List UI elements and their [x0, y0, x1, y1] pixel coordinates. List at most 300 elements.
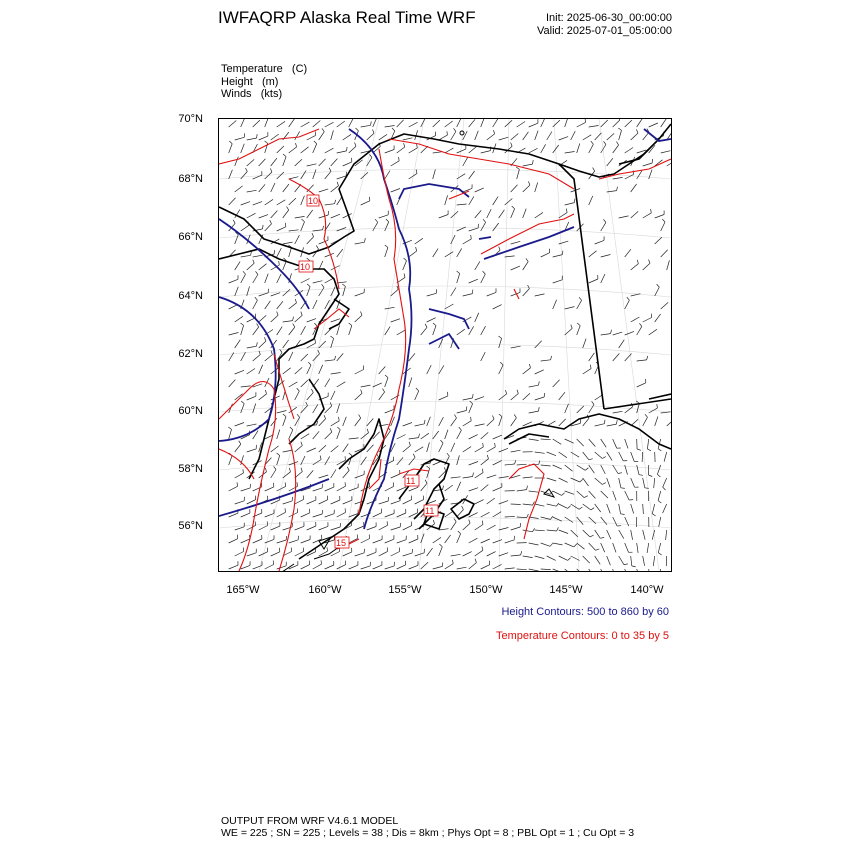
wind-barb-flag — [592, 401, 594, 404]
wind-barb — [577, 569, 584, 571]
wind-barb — [253, 300, 258, 309]
wind-barb — [553, 569, 562, 571]
wind-barb — [523, 530, 533, 532]
wind-barb-flag — [257, 342, 258, 346]
wind-barb — [658, 543, 660, 553]
wind-barb — [229, 333, 239, 336]
wind-barb — [283, 472, 291, 478]
wind-barb-flag — [618, 128, 621, 130]
wind-barb-flag — [255, 297, 258, 300]
wind-barb — [439, 135, 448, 140]
wind-barb — [607, 452, 612, 460]
wind-barb — [295, 367, 303, 374]
wind-barb — [349, 119, 354, 127]
wind-barb-flag — [462, 506, 464, 510]
wind-barb — [445, 148, 454, 153]
wind-barb-flag — [270, 168, 272, 172]
wind-barb — [625, 249, 631, 257]
wind-barb — [511, 504, 521, 505]
wind-barb — [487, 498, 495, 504]
wind-barb — [655, 314, 661, 322]
wind-barb — [313, 281, 323, 283]
wind-barb — [631, 452, 635, 461]
wind-barb — [265, 199, 273, 205]
wind-barb — [553, 465, 562, 469]
wind-barb — [583, 135, 592, 140]
wind-barb — [415, 500, 424, 504]
wind-barb-flag — [264, 337, 266, 341]
wind-barb-flag — [285, 482, 286, 486]
wind-barb-flag — [263, 225, 264, 229]
wind-barb — [535, 530, 545, 531]
wind-barb — [463, 157, 468, 166]
wind-barb — [229, 279, 238, 283]
wind-barb — [607, 556, 611, 565]
wind-barb — [235, 501, 245, 504]
wind-barb — [541, 569, 551, 570]
wind-barb — [271, 418, 277, 426]
wind-barb-flag — [243, 271, 246, 274]
wind-barb — [481, 432, 489, 439]
wind-barb-flag — [637, 449, 641, 450]
wind-barb-flag — [658, 553, 661, 555]
wind-barb — [571, 452, 580, 457]
wind-barb — [619, 504, 621, 514]
wind-barb — [409, 438, 419, 439]
wind-barb — [657, 465, 660, 474]
wind-barb — [493, 119, 498, 127]
wind-barb — [391, 527, 401, 530]
wind-barb — [589, 465, 595, 473]
wind-barb — [505, 199, 513, 206]
wind-barb — [385, 327, 390, 335]
wind-barb — [481, 485, 489, 492]
wind-barb — [403, 526, 412, 530]
wind-barb-flag — [409, 442, 410, 446]
wind-barb — [565, 119, 568, 127]
wind-barb-flag — [239, 441, 241, 444]
wind-barb — [241, 274, 246, 283]
wind-barb — [427, 442, 430, 452]
wind-barb-flag — [529, 364, 530, 368]
wind-barb — [295, 391, 300, 400]
wind-barb — [631, 184, 637, 192]
wind-barb — [535, 131, 538, 140]
wind-barb — [523, 368, 531, 374]
wind-barb — [481, 274, 486, 283]
wind-barb-flag — [571, 325, 572, 329]
wind-barb — [523, 209, 527, 218]
wind-barb — [247, 449, 257, 452]
wind-barb — [253, 539, 262, 543]
wind-barb — [457, 411, 467, 414]
wind-barb-flag — [307, 284, 310, 287]
wind-barb — [637, 171, 642, 179]
wind-barb — [295, 315, 303, 322]
run-times — [537, 12, 672, 38]
wind-barb — [433, 249, 438, 257]
wind-barb — [571, 478, 580, 482]
wind-barb — [499, 477, 509, 479]
wind-barb — [613, 145, 619, 153]
wind-barb — [295, 552, 304, 557]
wind-barb — [475, 313, 479, 322]
wind-barb — [319, 365, 323, 374]
wind-barb — [481, 512, 490, 517]
wind-barb — [445, 121, 453, 127]
wind-barb — [325, 171, 331, 179]
wind-barb — [367, 133, 374, 140]
lat-label-68: 68°N — [178, 173, 203, 185]
wind-barb — [343, 214, 352, 218]
wind-barb-flag — [624, 564, 628, 565]
wind-barb-flag — [413, 454, 415, 458]
wind-barb — [391, 501, 400, 504]
wind-barb — [391, 319, 400, 322]
wind-barb — [523, 477, 533, 478]
wind-barb-flag — [337, 182, 338, 186]
wind-barb — [565, 404, 569, 413]
wind-barb — [277, 301, 283, 309]
wind-barb — [601, 465, 606, 474]
wind-barb-flag — [647, 449, 651, 451]
wind-barb — [385, 126, 395, 128]
wind-barb — [277, 566, 287, 569]
wind-barb-flag — [241, 323, 244, 325]
wind-barb — [643, 530, 645, 540]
wind-barb — [565, 439, 574, 443]
wind-barb — [589, 439, 596, 447]
wind-barb — [259, 159, 266, 166]
wind-barb — [613, 439, 617, 448]
wind-barb — [331, 130, 334, 140]
wind-barb — [313, 144, 317, 153]
wind-barb — [241, 488, 251, 491]
wind-barb — [235, 370, 244, 374]
wind-barb — [457, 119, 461, 127]
wind-barb — [433, 431, 439, 439]
wind-barb — [659, 517, 661, 527]
wind-barb — [547, 530, 557, 531]
wind-barb-flag — [419, 434, 420, 438]
wind-barb — [307, 135, 316, 140]
wind-barb — [481, 326, 486, 335]
wind-barb — [409, 539, 418, 543]
wind-barb-flag — [335, 200, 336, 204]
wind-barb — [343, 134, 351, 140]
wind-barb-flag — [367, 429, 368, 433]
wind-barb-flag — [550, 543, 553, 546]
wind-barb — [325, 122, 334, 127]
wind-barb-flag — [562, 493, 565, 496]
wind-barb — [613, 120, 620, 127]
wind-barb — [397, 540, 406, 543]
wind-barb — [469, 563, 477, 569]
init-time: Init: 2025-06-30_00:00:00 — [546, 12, 672, 24]
wind-barb — [265, 539, 274, 543]
wind-barb — [415, 447, 424, 452]
wind-barb — [505, 568, 515, 569]
wind-barb — [457, 329, 465, 335]
wind-barb — [601, 222, 606, 231]
wind-barb — [289, 382, 298, 387]
wind-barb — [523, 556, 533, 558]
wind-barb-flag — [551, 356, 552, 360]
wind-barb — [445, 430, 448, 439]
lat-label-58: 58°N — [178, 463, 203, 475]
wind-barb — [337, 121, 345, 127]
wind-barb — [415, 391, 419, 400]
wind-barb — [355, 553, 365, 556]
lat-label-56: 56°N — [178, 520, 203, 532]
wind-barb — [385, 539, 394, 543]
wind-barb — [343, 417, 347, 426]
wind-barb-flag — [233, 220, 235, 224]
wind-barb — [559, 137, 568, 140]
wind-barb — [241, 255, 251, 257]
wind-barb — [283, 321, 293, 322]
wind-barb — [475, 550, 483, 556]
wind-barb — [463, 552, 472, 556]
wind-barb-flag — [539, 381, 540, 385]
wind-barb — [463, 239, 472, 244]
wind-barb — [283, 501, 293, 504]
wind-barb-flag — [293, 324, 295, 328]
wind-barb — [421, 483, 427, 491]
wind-barb — [373, 222, 378, 231]
wind-barb — [331, 319, 340, 322]
wind-barb — [355, 526, 364, 530]
wind-barb — [361, 566, 371, 569]
wind-barb — [613, 411, 623, 413]
wind-barb-flag — [473, 473, 474, 477]
wind-barb — [277, 512, 286, 517]
wind-barb-flag — [308, 362, 311, 365]
height-contour-note: Height Contours: 500 to 860 by 60 — [501, 606, 669, 618]
wind-barb — [535, 397, 545, 400]
wind-barb — [265, 274, 269, 283]
wind-barb — [619, 216, 629, 218]
wind-barb-flag — [404, 143, 405, 147]
contour-label-texts — [300, 196, 434, 548]
wind-barb — [613, 177, 623, 179]
contour-label: 10 — [308, 196, 319, 206]
wind-barb — [663, 478, 667, 487]
wind-barb — [283, 157, 286, 166]
wind-barb — [595, 556, 601, 564]
chart-title: IWFAQRP Alaska Real Time WRF — [218, 8, 476, 27]
wind-barb — [247, 500, 256, 504]
wind-barb — [283, 184, 289, 192]
wind-barb — [553, 380, 560, 387]
field-legend — [221, 63, 307, 101]
wind-barb — [403, 138, 413, 140]
wind-barb — [511, 527, 521, 530]
wind-barb — [625, 491, 629, 500]
wind-barb — [343, 444, 349, 452]
wind-barb — [415, 553, 425, 556]
wind-barb — [391, 161, 400, 166]
wind-barb — [361, 487, 370, 491]
wind-barb — [619, 130, 622, 140]
wind-barb — [385, 566, 395, 569]
wind-barb — [361, 385, 371, 387]
wind-barb-flag — [253, 260, 254, 264]
wind-barb-flag — [514, 415, 516, 418]
wind-barb-flag — [447, 453, 450, 456]
wind-barb — [325, 204, 335, 205]
wind-barb — [301, 434, 310, 439]
wind-barb-flag — [416, 388, 419, 391]
wind-barb — [589, 543, 596, 550]
wind-barb-flag — [590, 365, 591, 369]
wind-barb — [271, 293, 280, 296]
wind-barb — [613, 491, 616, 500]
wind-barb-flag — [533, 160, 534, 164]
wind-barb — [271, 315, 278, 322]
wind-barb — [277, 456, 280, 466]
wind-barb — [307, 287, 310, 296]
wind-barb — [307, 343, 316, 348]
wind-barb — [649, 569, 650, 571]
wind-barb-flag — [506, 390, 507, 394]
wind-barb-flag — [658, 449, 661, 451]
wind-barb-flag — [237, 482, 238, 486]
wind-barb — [241, 513, 250, 517]
wind-barb — [397, 565, 406, 569]
wind-barb-flag — [285, 508, 286, 512]
wind-barb — [481, 565, 490, 569]
lon-label-140: 140°W — [630, 584, 664, 596]
wind-barb — [451, 235, 455, 244]
wind-barb — [343, 500, 352, 504]
wind-barb — [595, 240, 604, 244]
wind-barb — [283, 210, 289, 218]
wind-barb — [247, 424, 257, 426]
wind-barb — [283, 289, 290, 296]
wind-barb — [607, 478, 610, 487]
wind-barb-flag — [471, 417, 472, 421]
wind-barb-flag — [528, 285, 530, 289]
model-footer — [221, 815, 634, 839]
wind-barb-flag — [290, 427, 293, 430]
wind-barb — [499, 365, 503, 374]
contour-label: 15 — [336, 538, 347, 548]
wind-barb — [373, 513, 382, 517]
wind-barb — [385, 171, 390, 180]
lon-label-145: 145°W — [549, 584, 583, 596]
wind-barb — [337, 228, 346, 232]
wind-barb-flag — [274, 466, 276, 469]
wind-barb — [259, 365, 263, 374]
wind-barb-flag — [424, 420, 425, 424]
wind-barb — [241, 225, 249, 231]
wind-barb — [637, 360, 647, 361]
wind-barb — [265, 301, 271, 309]
wind-barb — [331, 186, 339, 192]
wind-barb-flag — [483, 443, 484, 447]
wind-barb — [517, 490, 527, 491]
wind-barb-flag — [566, 209, 567, 213]
wind-barb — [241, 172, 248, 180]
wind-barb — [337, 512, 346, 517]
wind-barb — [577, 439, 584, 446]
wind-barb — [577, 517, 584, 525]
wind-barb — [643, 478, 645, 488]
wind-barb — [637, 119, 643, 127]
wind-barb-flag — [516, 167, 519, 169]
wind-barb-flag — [349, 453, 352, 456]
wind-barb — [535, 452, 545, 453]
wind-barb — [301, 540, 310, 544]
wind-barb — [259, 215, 268, 218]
wind-barb — [235, 235, 239, 244]
wind-barb — [277, 411, 287, 414]
wind-barb — [595, 133, 602, 140]
wind-barb — [529, 123, 538, 127]
wind-barb — [565, 517, 573, 523]
lat-label-64: 64°N — [178, 290, 203, 302]
wind-barb-flag — [657, 474, 660, 477]
wind-barb — [367, 445, 374, 452]
wind-barb-flag — [257, 134, 258, 138]
wind-barb-flag — [371, 121, 372, 125]
wind-barb-flag — [632, 566, 636, 567]
wind-barb-flag — [345, 456, 346, 460]
wind-barb — [469, 435, 478, 439]
wind-barb — [235, 340, 241, 348]
lat-label-60: 60°N — [178, 405, 203, 417]
wind-barb-flag — [404, 258, 407, 261]
wind-barb — [271, 526, 280, 530]
wind-barb — [331, 159, 338, 166]
wind-barb-flag — [647, 356, 648, 360]
wind-barb-flag — [621, 514, 625, 515]
wind-barb — [541, 144, 546, 153]
wind-barb — [421, 562, 428, 569]
wind-barb — [511, 266, 520, 270]
wind-barb — [337, 430, 341, 439]
wind-barb — [379, 392, 385, 400]
wind-barb — [301, 147, 309, 153]
wind-barb — [493, 223, 499, 231]
wind-barb — [523, 393, 530, 400]
wind-barb-flag — [385, 375, 388, 378]
wind-barb-flag — [425, 480, 427, 484]
wind-barb-flag — [499, 247, 500, 251]
wind-barb — [589, 279, 598, 283]
wind-barb — [625, 331, 634, 335]
wind-barb-flag — [651, 209, 652, 213]
wind-barb-flag — [439, 544, 442, 547]
wind-barb — [355, 293, 364, 296]
wind-barb-flag — [365, 238, 366, 242]
wind-barb — [655, 215, 664, 219]
wind-barb — [307, 365, 311, 374]
wind-barb — [265, 224, 272, 231]
wind-barb — [463, 131, 468, 140]
wind-barb-flag — [568, 558, 571, 561]
wind-barb — [445, 511, 453, 517]
wind-barb — [589, 491, 596, 498]
wind-barb — [301, 279, 310, 284]
wind-barb — [229, 513, 238, 517]
wind-barb — [301, 196, 305, 205]
wind-barb — [529, 569, 539, 571]
wind-barb-flag — [557, 527, 559, 531]
wind-barb-flag — [482, 521, 483, 525]
wind-barb — [607, 133, 615, 140]
